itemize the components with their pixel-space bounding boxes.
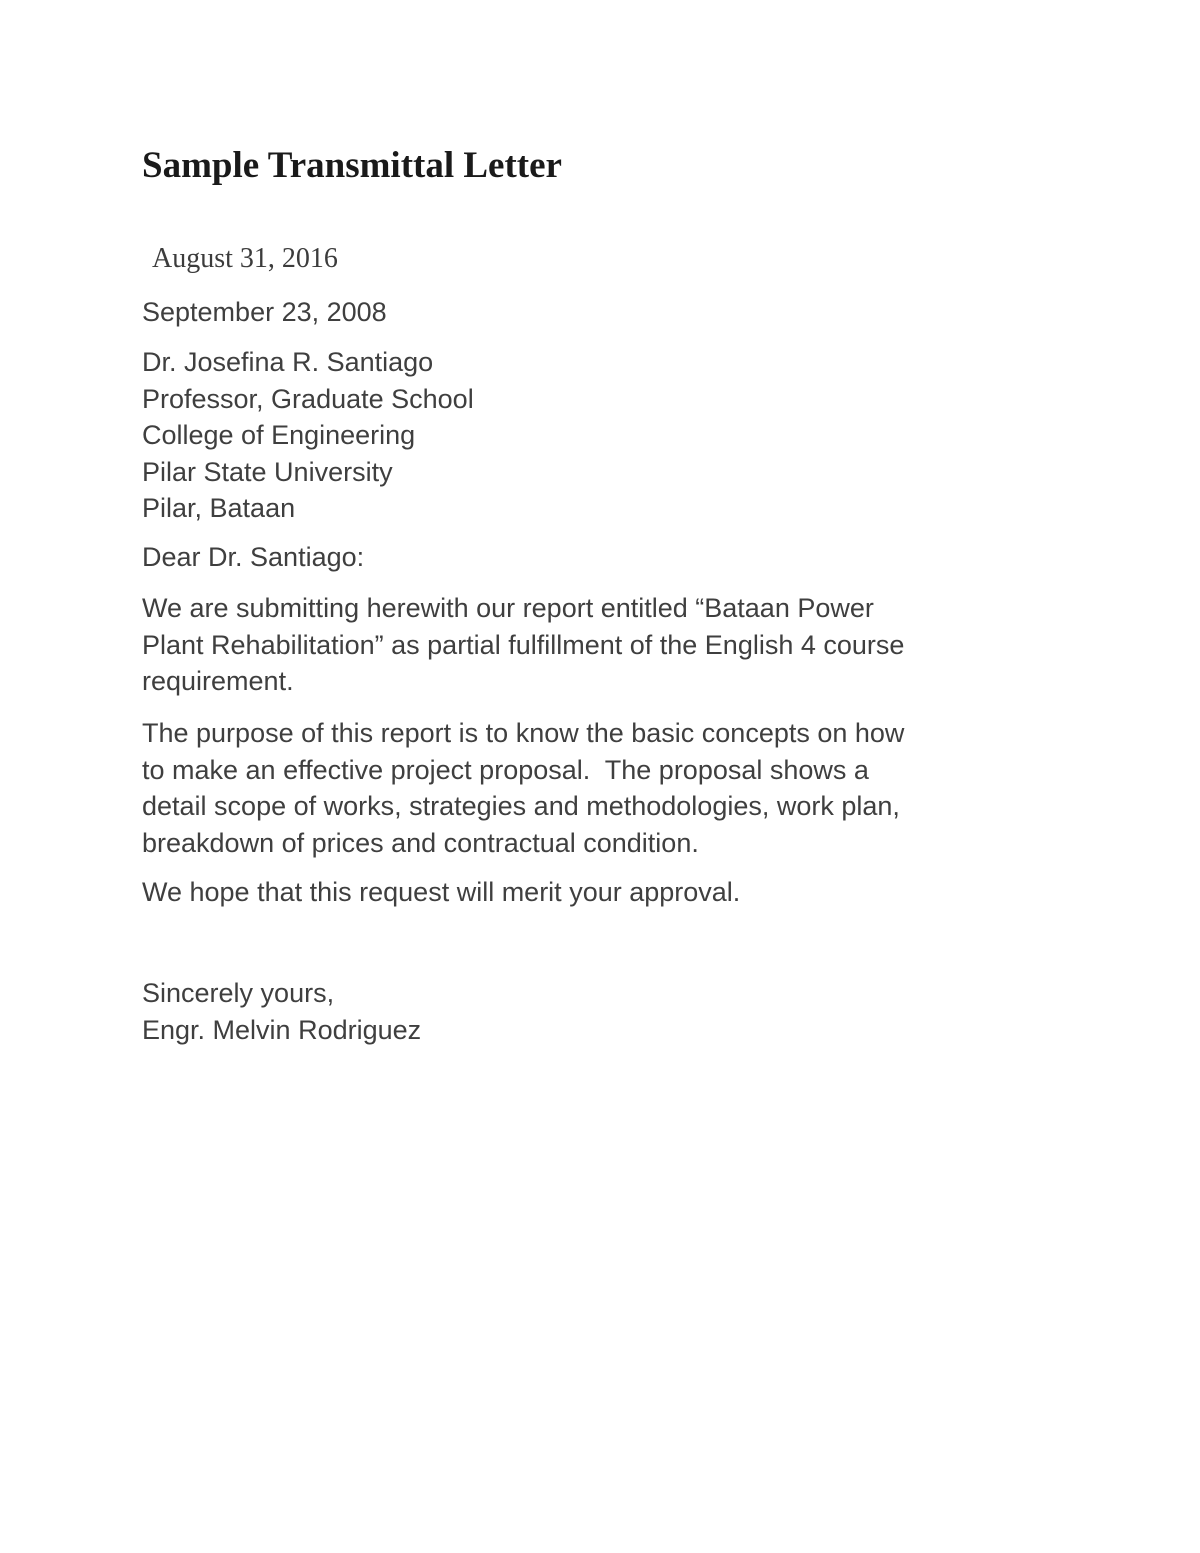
closing: Sincerely yours,: [142, 978, 335, 1008]
body-paragraph-2: [142, 715, 904, 861]
letter-date: September 23, 2008: [142, 297, 387, 327]
recipient-position: Professor, Graduate School: [142, 383, 474, 414]
paragraph-line: requirement.: [142, 666, 294, 696]
paragraph-line: detail scope of works, strategies and methodologies, work plan,: [142, 791, 900, 821]
signature-name: Engr. Melvin Rodriguez: [142, 1014, 422, 1045]
body-paragraph-3: [142, 874, 740, 911]
document-title: Sample Transmittal Letter: [142, 145, 562, 186]
recipient-address: [142, 344, 474, 527]
recipient-name: Dr. Josefina R. Santiago: [142, 347, 434, 377]
paragraph-line: breakdown of prices and contractual condition.: [142, 827, 699, 858]
paragraph-line: Plant Rehabilitation” as partial fulfillment of the English 4 course: [142, 629, 905, 660]
paragraph-line: We are submitting herewith our report entitled “Bataan Power: [142, 593, 874, 623]
header-date: August 31, 2016: [152, 243, 338, 274]
paragraph-line: We hope that this request will merit your approval.: [142, 877, 741, 907]
paragraph-line: The purpose of this report is to know the basic concepts on how: [142, 718, 905, 748]
closing-block: [142, 975, 421, 1048]
recipient-college: College of Engineering: [142, 420, 416, 450]
salutation: Dear Dr. Santiago:: [142, 542, 365, 572]
recipient-university: Pilar State University: [142, 456, 393, 487]
recipient-location: Pilar, Bataan: [142, 493, 296, 523]
paragraph-line: to make an effective project proposal. The proposal shows a: [142, 754, 869, 785]
body-paragraph-1: [142, 590, 904, 700]
